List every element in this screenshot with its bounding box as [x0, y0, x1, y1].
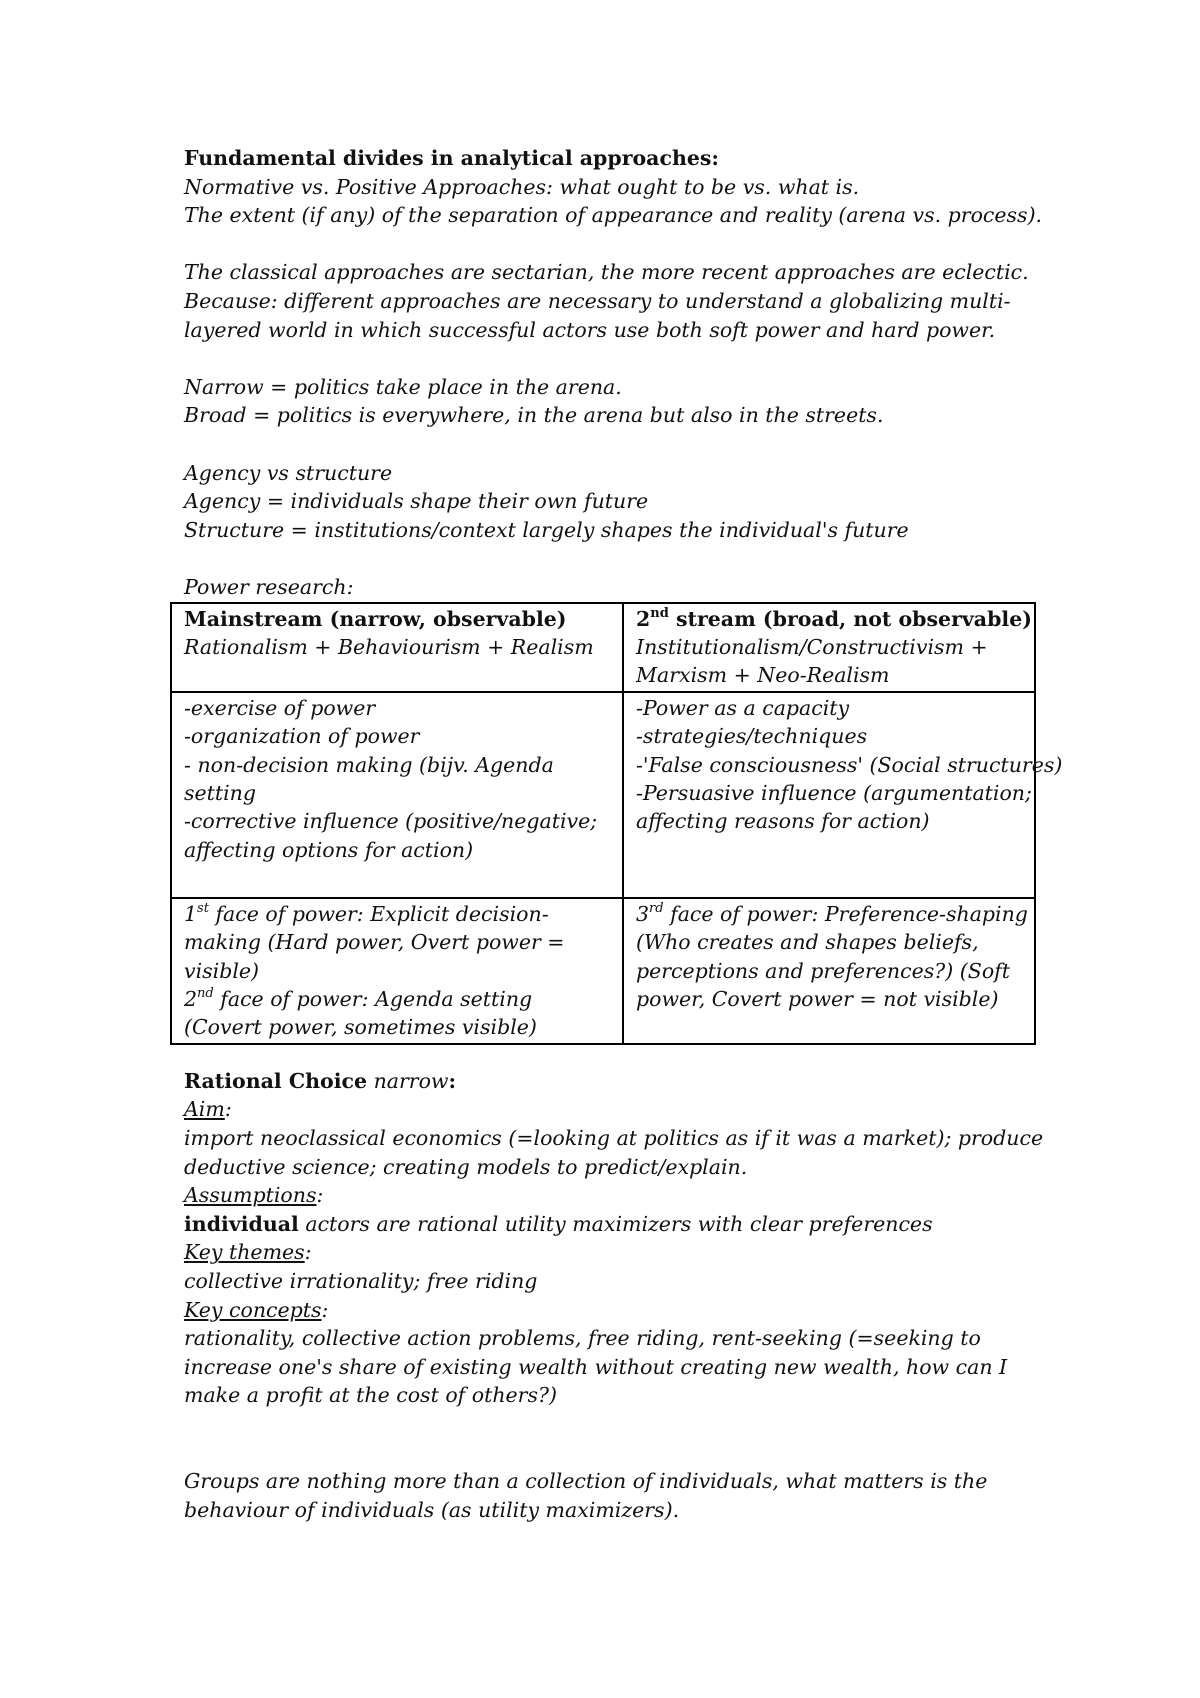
list-item: -Persuasive influence (argumentation;: [636, 780, 1032, 805]
normative-positive-line: Normative vs. Positive Approaches: what ought to be vs. what is.: [184, 174, 860, 199]
list-item: -strategies/techniques: [636, 724, 868, 749]
list-item: -'False consciousness' (Social structures): [636, 752, 1063, 777]
narrow-definition: Narrow = politics take place in the arena.: [184, 374, 622, 399]
table-cell-third-face: [623, 898, 1035, 1044]
agency-structure-title: Agency vs structure: [184, 460, 393, 485]
table-cell-first-second-face: [171, 898, 623, 1044]
agency-definition: Agency = individuals shape their own future: [184, 489, 649, 514]
first-face-line-3: visible): [184, 958, 260, 983]
third-face-line-2: (Who creates and shapes beliefs,: [636, 930, 979, 955]
list-item: - non-decision making (bijv. Agenda: [184, 752, 554, 777]
key-concepts-line-1: rationality, collective action problems, free riding, rent-seeking (=seeking to: [184, 1326, 981, 1351]
table-cell-mainstream-header: [171, 603, 623, 692]
first-face-line-2: making (Hard power, Overt power =: [184, 930, 565, 955]
second-face-line-2: (Covert power, sometimes visible): [184, 1015, 537, 1040]
third-face-line-1: 3rd face of power: Preference-shaping: [636, 900, 1028, 926]
document-page: [184, 144, 1063, 1524]
second-stream-header: 2nd stream (broad, not observable): [636, 605, 1032, 631]
table-row: [171, 603, 1035, 692]
because-line: Because: different approaches are necessary to understand a globalizing multi-: [184, 288, 1011, 313]
second-face-line-1: 2nd face of power: Agenda setting: [184, 986, 533, 1011]
aim-line-1: import neoclassical economics (=looking at politics as if it was a market); produce: [184, 1125, 1044, 1150]
table-cell-mainstream-items: [171, 692, 623, 898]
broad-definition: Broad = politics is everywhere, in the arena but also in the streets.: [184, 403, 884, 428]
groups-line-2: behaviour of individuals (as utility maximizers).: [184, 1497, 680, 1522]
list-item: affecting reasons for action): [636, 809, 930, 834]
key-themes-label: Key themes:: [184, 1240, 312, 1265]
list-item: affecting options for action): [184, 837, 474, 862]
assumptions-text: individual actors are rational utility maximizers with clear preferences: [184, 1211, 933, 1236]
table-row: [171, 898, 1035, 1044]
key-themes-text: collective irrationality; free riding: [184, 1268, 538, 1293]
key-concepts-line-2: increase one's share of existing wealth without creating new wealth, how can I: [184, 1354, 1008, 1379]
aim-line-2: deductive science; creating models to predict/explain.: [184, 1154, 748, 1179]
table-row: [171, 692, 1035, 898]
mainstream-header: Mainstream (narrow, observable): [184, 606, 567, 631]
table-cell-second-stream-items: [623, 692, 1063, 898]
list-item: -organization of power: [184, 724, 420, 749]
key-concepts-label: Key concepts:: [184, 1297, 329, 1322]
section-heading-analytical-approaches: Fundamental divides in analytical approaches:: [184, 146, 720, 170]
groups-line-1: Groups are nothing more than a collection of individuals, what matters is the: [184, 1469, 988, 1494]
third-face-line-3: perceptions and preferences?) (Soft: [636, 958, 1010, 983]
power-research-table: [170, 602, 1063, 1045]
sectarian-eclectic-line: The classical approaches are sectarian, the more recent approaches are eclectic.: [184, 260, 1029, 285]
second-stream-subtitle-2: Marxism + Neo-Realism: [636, 663, 890, 688]
list-item: -corrective influence (positive/negative;: [184, 809, 598, 834]
key-concepts-line-3: make a profit at the cost of others?): [184, 1383, 557, 1408]
mainstream-subtitle: Rationalism + Behaviourism + Realism: [184, 634, 594, 659]
aim-label: Aim:: [184, 1097, 232, 1122]
second-stream-subtitle-1: Institutionalism/Constructivism +: [636, 634, 988, 659]
list-item: setting: [184, 780, 257, 805]
table-cell-second-stream-header: [623, 603, 1035, 692]
power-research-caption: Power research:: [184, 574, 354, 599]
soft-hard-power-line: layered world in which successful actors use both soft power and hard power.: [184, 317, 996, 342]
first-face-line-1: 1st face of power: Explicit decision-: [184, 900, 549, 926]
third-face-line-4: power, Covert power = not visible): [636, 986, 999, 1011]
list-item: -exercise of power: [184, 695, 376, 720]
list-item: -Power as a capacity: [636, 695, 850, 720]
structure-definition: Structure = institutions/context largely shapes the individual's future: [184, 517, 909, 542]
appearance-reality-line: The extent (if any) of the separation of appearance and reality (arena vs. process).: [184, 203, 1043, 228]
rational-choice-title: Rational Choice narrow:: [184, 1068, 457, 1093]
assumptions-label: Assumptions:: [184, 1183, 324, 1208]
